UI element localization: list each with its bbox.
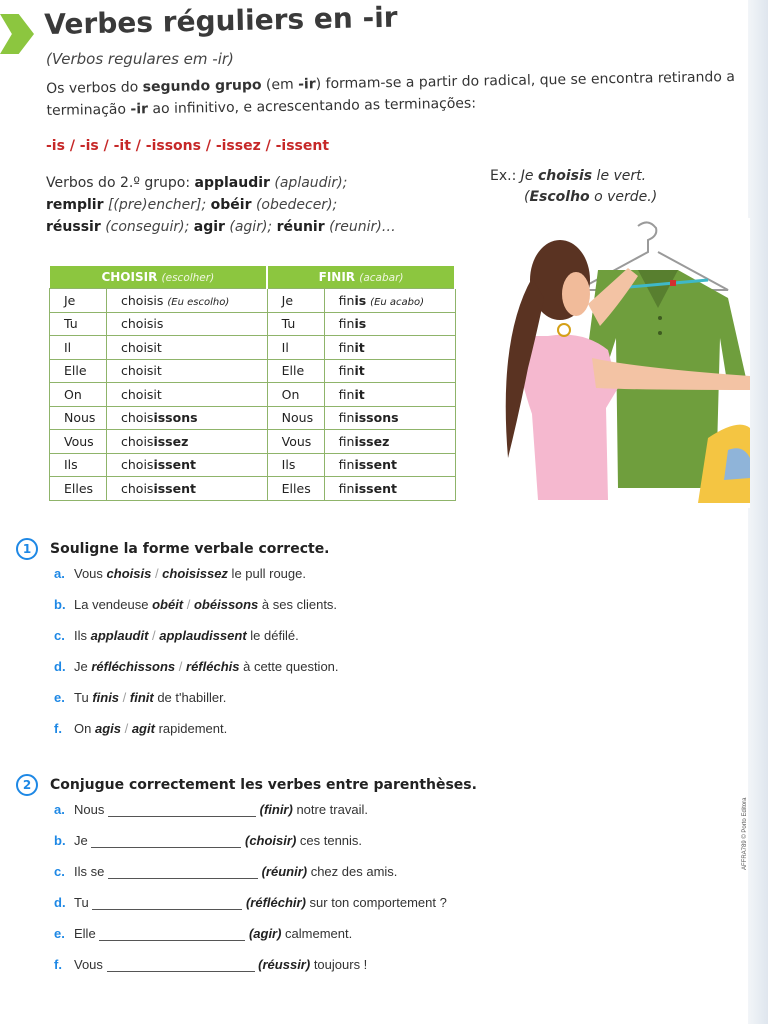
intro-text: ) formam-se a partir do radical, que se encontra retirando a terminação (46, 68, 736, 119)
conjugation-cell (324, 453, 455, 477)
gloss: (Eu escolho) (167, 296, 230, 308)
verb-pt: (aplaudir); (274, 175, 348, 191)
option-1[interactable]: obéit (152, 597, 184, 612)
item-letter: e. (54, 690, 65, 705)
conjugation-cell (324, 312, 455, 336)
intro-paragraph (46, 66, 737, 122)
conjugation-cell (107, 406, 268, 430)
conjugation-cell (107, 312, 268, 336)
example-verb: choisis (537, 168, 593, 184)
header-verb: FINIR (318, 270, 356, 284)
item-text: La vendeuse (74, 597, 153, 612)
table-row (50, 383, 456, 407)
item-text: Ils (74, 628, 91, 643)
item-text: On (74, 721, 95, 736)
conjugation-cell (324, 289, 455, 313)
item-text: sur ton comportement ? (305, 895, 447, 910)
ending: issent (354, 457, 397, 473)
copyright-note: AFFRA789 © Porto Editora (742, 797, 748, 870)
intro-text: Os verbos do (46, 79, 143, 97)
exercise-2-item (54, 802, 368, 817)
stem: fin (338, 457, 355, 473)
item-subject: Elle (74, 926, 96, 941)
table-row (50, 430, 456, 454)
intro-text: ao infinitivo, e acrescentando as terminações: (147, 95, 477, 118)
girl-choosing-sweater-illustration (488, 218, 750, 508)
answer-blank[interactable] (99, 928, 245, 941)
exercise-2-item (54, 895, 447, 910)
item-text: Je (74, 659, 92, 674)
pronoun-cell: Il (267, 336, 324, 360)
exercise-1-item (54, 690, 226, 705)
item-letter: f. (54, 957, 62, 972)
verb-pt: (reunir)… (329, 219, 396, 235)
option-2[interactable]: finit (129, 690, 154, 705)
example-text: Je (520, 168, 538, 184)
exercise-number-badge: 2 (16, 774, 38, 796)
ending: issons (354, 410, 399, 426)
item-verb: (réunir) (261, 864, 308, 879)
intro-bold: -ir (130, 101, 149, 118)
exercise-title: Souligne la forme verbale correcte. (50, 541, 330, 557)
exercise-1-item (54, 659, 339, 674)
ending: issent (153, 457, 196, 473)
option-2[interactable]: choisissez (162, 566, 228, 581)
intro-bold: -ir (298, 76, 316, 93)
verb-fr: réunir (276, 219, 325, 235)
option-2[interactable]: applaudissent (159, 628, 247, 643)
example-text: le vert. (592, 168, 647, 184)
ending: issez (153, 433, 189, 449)
verb-fr: remplir (46, 197, 104, 213)
verb-fr: applaudir (194, 175, 270, 191)
stem: choisit (121, 339, 162, 355)
pronoun-cell: Elles (50, 477, 107, 501)
example-text: o verde.) (589, 189, 658, 205)
conjugation-cell (107, 383, 268, 407)
item-letter: c. (54, 628, 65, 643)
option-1[interactable]: applaudit (90, 628, 149, 643)
exercise-2-item (54, 833, 362, 848)
pronoun-cell: On (50, 383, 107, 407)
stem: fin (338, 363, 355, 379)
option-separator: / (151, 566, 163, 581)
pronoun-cell: Vous (267, 430, 324, 454)
pronoun-cell: Vous (50, 430, 107, 454)
table-row (50, 406, 456, 430)
exercise-2-item (54, 957, 367, 972)
pronoun-cell: Nous (50, 406, 107, 430)
stem: chois (121, 433, 154, 449)
item-text: ces tennis. (296, 833, 363, 848)
item-text: le défilé. (246, 628, 299, 643)
pronoun-cell: Ils (267, 453, 324, 477)
pronoun-cell: Il (50, 336, 107, 360)
stem: fin (338, 386, 355, 402)
table-row (50, 477, 456, 501)
stem: chois (121, 480, 154, 496)
stem: fin (338, 433, 355, 449)
table-row (50, 453, 456, 477)
conjugation-cell (107, 453, 268, 477)
option-1[interactable]: finis (92, 690, 120, 705)
intro-bold: segundo grupo (142, 77, 262, 96)
item-letter: e. (54, 926, 65, 941)
example-text: ( (524, 189, 530, 205)
exercise-1-item (54, 597, 337, 612)
ending: issez (354, 433, 390, 449)
table-row (50, 289, 456, 313)
verbs-list (46, 172, 466, 238)
item-letter: b. (54, 833, 66, 848)
pronoun-cell: Tu (50, 312, 107, 336)
answer-blank[interactable] (108, 804, 256, 817)
verb-fr: réussir (46, 219, 101, 235)
conjugation-cell (324, 477, 455, 501)
ending: issent (354, 480, 397, 496)
conjugation-cell (324, 359, 455, 383)
option-2[interactable]: obéissons (193, 597, 259, 612)
pronoun-cell: Je (50, 289, 107, 313)
option-separator: / (175, 659, 187, 674)
item-text: à cette question. (239, 659, 339, 674)
verb-pt: (conseguir); (105, 219, 190, 235)
item-verb: (choisir) (244, 833, 297, 848)
stem: fin (338, 316, 355, 332)
option-1[interactable]: choisis (106, 566, 152, 581)
item-subject: Ils se (74, 864, 105, 879)
item-letter: a. (54, 566, 65, 581)
stem: choisis (121, 292, 164, 308)
pronoun-cell: Nous (267, 406, 324, 430)
endings-list: -is / -is / -it / -issons / -issez / -issent (46, 138, 330, 154)
exercise-2-item (54, 864, 397, 879)
ending: issent (153, 480, 196, 496)
conjugation-cell (324, 383, 455, 407)
item-letter: b. (54, 597, 66, 612)
option-separator: / (119, 690, 130, 705)
exercise-number-badge: 1 (16, 538, 38, 560)
verbs-lead: Verbos do 2.º grupo: (46, 175, 195, 191)
chevron-icon (0, 14, 34, 54)
ending: it (354, 363, 365, 379)
item-text: Tu (74, 690, 93, 705)
exercise-1-heading (16, 538, 330, 560)
option-separator: / (148, 628, 160, 643)
item-text: rapidement. (154, 721, 228, 736)
verb-fr: agir (193, 219, 225, 235)
pronoun-cell: On (267, 383, 324, 407)
verb-fr: obéir (210, 197, 252, 213)
exercise-2-item (54, 926, 352, 941)
stem: choisit (121, 363, 162, 379)
stem: fin (338, 410, 355, 426)
item-verb: (réfléchir) (245, 895, 306, 910)
table-header-finir (267, 266, 455, 289)
stem: fin (338, 292, 355, 308)
item-verb: (agir) (248, 926, 282, 941)
exercise-2-heading (16, 774, 477, 796)
item-letter: d. (54, 659, 66, 674)
intro-text: (em (261, 76, 299, 94)
item-text: chez des amis. (307, 864, 398, 879)
item-letter: d. (54, 895, 66, 910)
exercise-title: Conjugue correctement les verbes entre parenthèses. (50, 777, 477, 793)
stem: chois (121, 457, 154, 473)
answer-blank[interactable] (107, 959, 255, 972)
table-row (50, 359, 456, 383)
item-text: calmement. (281, 926, 353, 941)
stem: choisis (121, 316, 164, 332)
table-body (50, 289, 456, 501)
table-header-choisir (50, 266, 268, 289)
item-verb: (réussir) (258, 957, 311, 972)
item-subject: Nous (74, 802, 105, 817)
example-sentence (490, 166, 657, 208)
option-2[interactable]: agit (131, 721, 155, 736)
option-separator: / (183, 597, 194, 612)
item-text: le pull rouge. (227, 566, 306, 581)
table-row (50, 312, 456, 336)
answer-blank[interactable] (91, 835, 241, 848)
pronoun-cell: Elle (267, 359, 324, 383)
ending: issons (153, 410, 198, 426)
option-1[interactable]: réfléchissons (91, 659, 176, 674)
pronoun-cell: Elles (267, 477, 324, 501)
item-text: Vous (74, 566, 107, 581)
conjugation-cell (107, 289, 268, 313)
item-text: de t'habiller. (153, 690, 227, 705)
option-separator: / (120, 721, 132, 736)
item-subject: Vous (74, 957, 103, 972)
conjugation-cell (107, 477, 268, 501)
option-1[interactable]: agis (94, 721, 121, 736)
example-prefix: Ex.: (490, 168, 521, 184)
item-verb: (finir) (259, 802, 293, 817)
item-subject: Je (74, 833, 88, 848)
conjugation-cell (324, 406, 455, 430)
conjugation-cell (324, 430, 455, 454)
table-row (50, 336, 456, 360)
stem: fin (338, 339, 355, 355)
exercise-1-item (54, 566, 306, 581)
item-letter: a. (54, 802, 65, 817)
page-edge (748, 0, 768, 1024)
exercise-1-item (54, 628, 299, 643)
item-text: notre travail. (292, 802, 368, 817)
conjugation-cell (107, 359, 268, 383)
conjugation-cell (107, 430, 268, 454)
item-text: toujours ! (310, 957, 368, 972)
stem: fin (338, 480, 355, 496)
option-2[interactable]: réfléchis (186, 659, 240, 674)
item-text: à ses clients. (258, 597, 338, 612)
ending: it (354, 339, 365, 355)
stem: chois (121, 410, 154, 426)
pronoun-cell: Je (267, 289, 324, 313)
pronoun-cell: Elle (50, 359, 107, 383)
page-title: Verbes réguliers en -ir (44, 0, 398, 41)
ending: is (354, 292, 367, 308)
example-verb: Escolho (529, 189, 590, 205)
conjugation-cell (107, 336, 268, 360)
verb-pt: (agir); (229, 219, 273, 235)
pronoun-cell: Ils (50, 453, 107, 477)
ending: is (354, 316, 367, 332)
verb-pt: [(pre)encher]; (107, 197, 207, 213)
item-letter: c. (54, 864, 65, 879)
header-translation: (escolher) (161, 272, 215, 284)
exercise-1-item (54, 721, 227, 736)
gloss: (Eu acabo) (370, 296, 425, 308)
answer-blank[interactable] (92, 897, 242, 910)
verb-pt: (obedecer); (255, 197, 338, 213)
conjugation-table (49, 266, 456, 501)
pronoun-cell: Tu (267, 312, 324, 336)
header-verb: CHOISIR (101, 270, 158, 284)
item-subject: Tu (74, 895, 89, 910)
header-translation: (acabar) (359, 272, 404, 284)
stem: choisit (121, 386, 162, 402)
ending: it (354, 386, 365, 402)
answer-blank[interactable] (108, 866, 258, 879)
page-subtitle: (Verbos regulares em -ir) (46, 50, 234, 68)
item-letter: f. (54, 721, 62, 736)
conjugation-cell (324, 336, 455, 360)
